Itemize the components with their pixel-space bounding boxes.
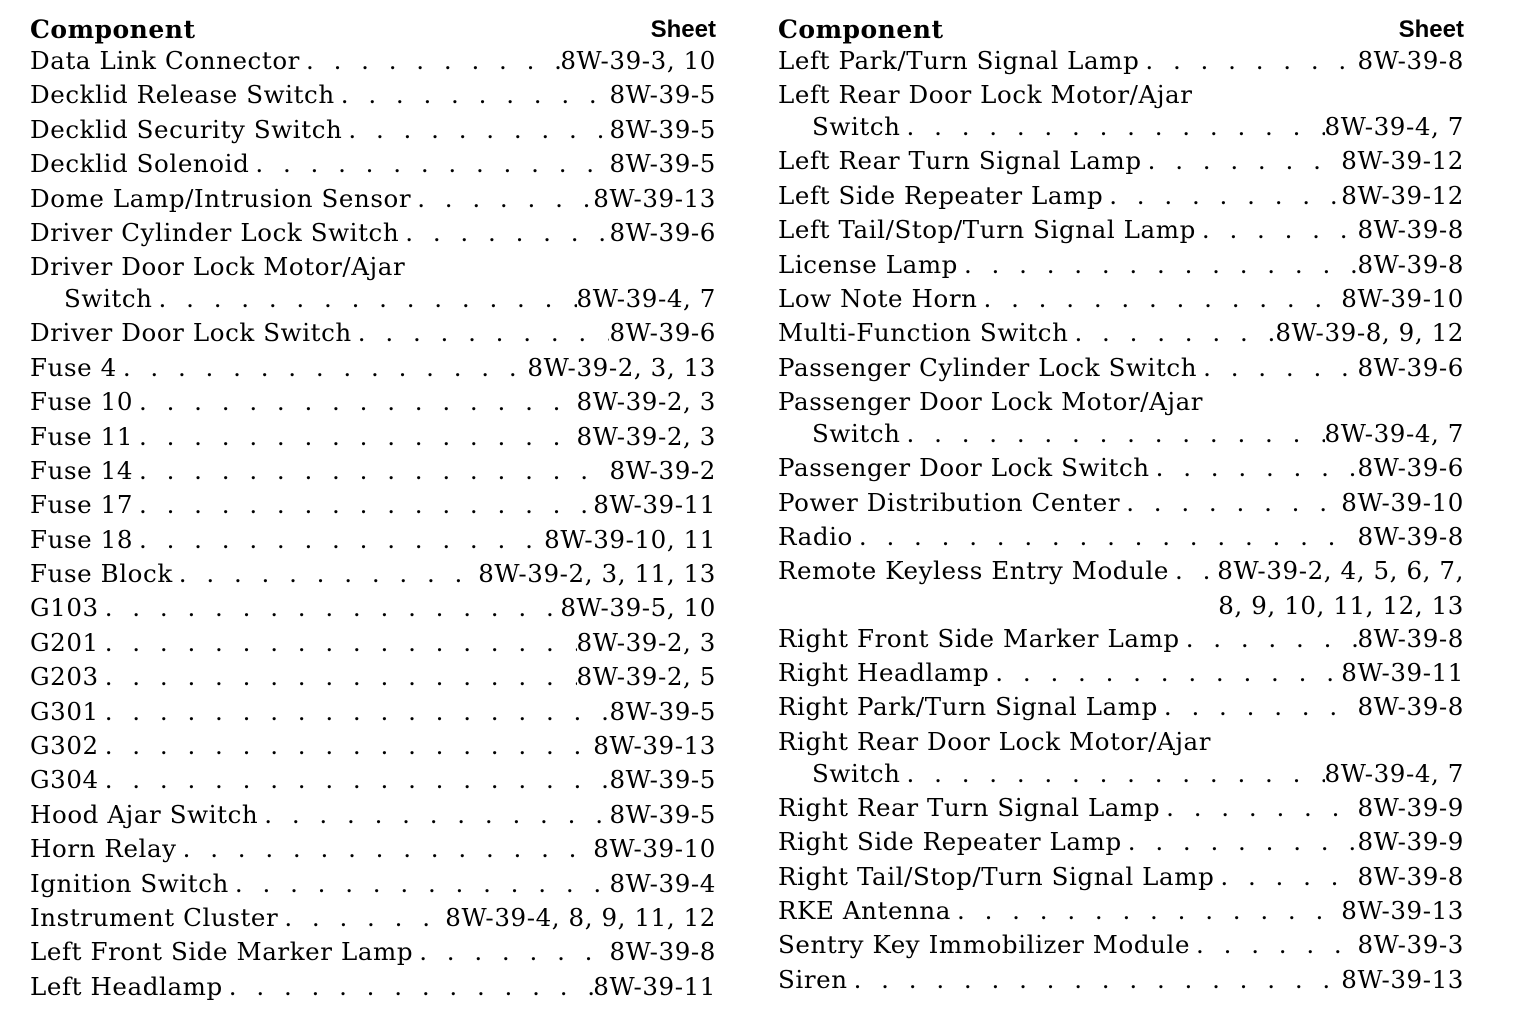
dot-leader [901,417,1325,451]
sheet-reference: 8W-39-2, 3, 13 [527,352,716,382]
component-name: License Lamp [778,249,958,279]
entry-line [778,179,1464,213]
dot-leader [411,182,593,216]
entry-line [30,626,716,660]
component-name: Right Rear Turn Signal Lamp [778,792,1161,822]
component-name: Radio [778,521,853,551]
index-entry [30,867,716,901]
entry-line [30,78,716,112]
index-entry [778,213,1464,247]
sheet-reference: 8W-39-4, 7 [576,284,716,314]
index-entry [778,860,1464,894]
index-entry [778,78,1464,144]
entry-line [778,520,1464,554]
sheet-reference: 8W-39-12 [1341,146,1464,176]
entry-line [778,351,1464,385]
entry-line [778,554,1464,588]
dot-leader [1180,622,1358,656]
index-entry [30,729,716,763]
component-name: Low Note Horn [778,283,978,313]
dot-leader [399,216,609,250]
entry-line [778,589,1464,622]
sheet-reference: 8W-39-8 [1357,249,1464,279]
component-name: G203 [30,662,99,692]
component-name: Left Side Repeater Lamp [778,180,1104,210]
dot-leader [413,935,609,969]
index-entry [778,179,1464,213]
sheet-reference: 8W-39-9 [1357,827,1464,857]
dot-leader [848,963,1342,997]
dot-leader [173,557,478,591]
component-name: Fuse 14 [30,455,134,485]
sheet-reference: 8W-39-2, 3 [576,421,716,451]
entry-line [30,250,716,282]
sheet-reference: 8W-39-13 [593,183,716,213]
component-name: Decklid Release Switch [30,80,335,110]
component-name: Driver Door Lock Switch [30,318,352,348]
entry-line [30,351,716,385]
sheet-reference: 8W-39-13 [1341,896,1464,926]
index-entry [778,44,1464,78]
entry-line [30,523,716,557]
sheet-reference: 8W-39-2, 5 [576,662,716,692]
index-entry [778,351,1464,385]
entry-line [30,454,716,488]
dot-leader [901,110,1325,144]
left-column-header [30,10,716,44]
entry-line [30,216,716,250]
dot-leader [1150,451,1358,485]
sheet-reference: 8W-39-5 [609,765,716,795]
index-entry [778,894,1464,928]
index-entry [30,695,716,729]
sheet-reference: 8W-39-2, 3 [576,627,716,657]
dot-leader [1190,928,1357,962]
component-name: Decklid Solenoid [30,149,250,179]
component-name: Left Rear Turn Signal Lamp [778,146,1142,176]
entry-line [30,557,716,591]
component-name: Passenger Cylinder Lock Switch [778,352,1198,382]
sheet-reference: 8W-39-2 [609,455,716,485]
entry-line [778,894,1464,928]
index-entry [30,591,716,625]
sheet-reference: 8W-39-6 [1357,352,1464,382]
entry-line [778,451,1464,485]
dot-leader [989,656,1341,690]
component-name: G103 [30,593,99,623]
component-name-continued: Switch [812,419,901,449]
sheet-reference: 8W-39-10 [593,834,716,864]
dot-leader [99,660,577,694]
entry-line [778,825,1464,859]
entry-line [778,963,1464,997]
component-name: Passenger Door Lock Motor/Ajar [778,387,1204,417]
left-column [30,10,716,1004]
dot-leader [1197,351,1357,385]
sheet-reference: 8W-39-5 [609,696,716,726]
entry-line [778,110,1464,144]
sheet-reference: 8W-39-6 [609,318,716,348]
right-entries [778,44,1464,997]
sheet-reference: 8W-39-11 [593,490,716,520]
sheet-reference: 8W-39-2, 3, 11, 13 [478,559,716,589]
sheet-reference: 8W-39-8 [1357,623,1464,653]
entry-line [778,791,1464,825]
dot-leader [133,488,593,522]
entry-line [778,656,1464,690]
index-entry [30,557,716,591]
sheet-reference: 8W-39-12 [1341,180,1464,210]
entry-line [30,182,716,216]
component-name: Right Side Repeater Lamp [778,827,1122,857]
sheet-reference: 8W-39-5 [609,114,716,144]
entry-line [30,282,716,316]
dot-leader [117,351,528,385]
component-name: Sentry Key Immobilizer Module [778,930,1191,960]
dot-leader [99,729,594,763]
sheet-reference: 8W-39-11 [1341,658,1464,688]
index-entry [778,725,1464,791]
entry-line [778,622,1464,656]
component-name: Decklid Security Switch [30,114,343,144]
dot-leader [951,894,1341,928]
entry-line [30,970,716,1004]
entry-line [30,44,716,78]
sheet-reference: 8W-39-5, 10 [560,593,716,623]
entry-line [778,486,1464,520]
sheet-reference: 8W-39-5 [609,149,716,179]
sheet-reference: 8W-39-4, 7 [1324,112,1464,142]
component-name: Right Headlamp [778,658,990,688]
dot-leader [1160,791,1357,825]
index-entry [778,144,1464,178]
index-entry [778,963,1464,997]
right-column [778,10,1464,997]
component-name: Right Rear Door Lock Motor/Ajar [778,726,1212,756]
entry-line [778,282,1464,316]
index-entry [30,523,716,557]
dot-leader [99,626,577,660]
index-entry [30,250,716,316]
sheet-reference: 8W-39-8 [1357,46,1464,75]
sheet-reference: 8W-39-6 [1357,453,1464,483]
component-name: Ignition Switch [30,868,229,898]
index-entry [778,282,1464,316]
component-name-continued: Switch [812,758,901,788]
entry-line [30,832,716,866]
component-name: Fuse 11 [30,421,134,451]
sheet-reference: 8W-39-8 [1357,692,1464,722]
component-name: G304 [30,765,99,795]
index-entry [30,316,716,350]
sheet-reference: 8W-39-8, 9, 12 [1275,318,1464,348]
dot-leader [229,867,610,901]
sheet-header: Sheet [650,16,716,43]
component-name: Left Headlamp [30,971,223,1001]
component-name: Right Front Side Marker Lamp [778,623,1180,653]
dot-leader [853,520,1358,554]
index-entry [778,791,1464,825]
dot-leader [133,420,577,454]
index-entry [30,351,716,385]
dot-leader [223,970,594,1004]
sheet-reference: 8W-39-8 [1357,521,1464,551]
index-entry [30,901,716,935]
entry-line [30,316,716,350]
entry-line [778,144,1464,178]
entry-line [778,316,1464,350]
index-entry [30,182,716,216]
component-header: Component [778,15,944,44]
entry-line [778,385,1464,417]
index-entry [30,420,716,454]
component-name: Horn Relay [30,834,177,864]
sheet-reference: 8W-39-2, 4, 5, 6, 7, [1217,556,1464,586]
sheet-reference: 8W-39-11 [593,971,716,1001]
dot-leader [300,44,560,78]
dot-leader [1196,213,1358,247]
dot-leader [1103,179,1341,213]
dot-leader [133,454,609,488]
sheet-reference: 8W-39-4, 8, 9, 11, 12 [445,902,716,932]
component-name: Fuse 10 [30,387,134,417]
dot-leader [901,757,1325,791]
entry-line [30,867,716,901]
entry-line [30,695,716,729]
sheet-reference: 8W-39-13 [1341,964,1464,994]
index-entry [30,832,716,866]
entry-line [30,591,716,625]
entry-line [778,860,1464,894]
index-entry [30,216,716,250]
entry-line [30,901,716,935]
sheet-reference: 8W-39-3, 10 [560,46,716,75]
component-name-continued: Switch [64,284,153,314]
component-name: Right Tail/Stop/Turn Signal Lamp [778,861,1215,891]
entry-line [778,690,1464,724]
entry-line [30,729,716,763]
entry-line [30,420,716,454]
dot-leader [1139,44,1357,78]
entry-line [30,488,716,522]
component-name: Right Park/Turn Signal Lamp [778,692,1158,722]
index-entry [778,928,1464,962]
index-entry [778,385,1464,451]
sheet-reference: 8W-39-5 [609,80,716,110]
component-name: Fuse Block [30,559,173,589]
entry-line [30,935,716,969]
left-entries [30,44,716,1004]
component-name: Dome Lamp/Intrusion Sensor [30,183,412,213]
dot-leader [177,832,594,866]
sheet-reference: 8W-39-4 [609,868,716,898]
sheet-reference: 8W-39-2, 3 [576,387,716,417]
sheet-reference: 8W-39-10 [1341,487,1464,517]
component-name-continued: Switch [812,112,901,142]
sheet-reference: 8W-39-3 [1357,930,1464,960]
component-name: Siren [778,964,848,994]
entry-line [778,213,1464,247]
dot-leader [99,763,610,797]
component-name: Left Rear Door Lock Motor/Ajar [778,80,1193,110]
component-name: Multi-Function Switch [778,318,1069,348]
component-name: Left Tail/Stop/Turn Signal Lamp [778,215,1196,245]
dot-leader [1142,144,1342,178]
entry-line [778,248,1464,282]
sheet-reference: 8W-39-8 [609,937,716,967]
dot-leader [352,316,610,350]
index-entry [778,316,1464,350]
entry-line [30,660,716,694]
entry-line [778,725,1464,757]
component-name: Driver Cylinder Lock Switch [30,217,400,247]
entry-line [30,763,716,797]
dot-leader [1158,690,1358,724]
entry-line [30,147,716,181]
index-entry [30,78,716,112]
component-name: RKE Antenna [778,896,952,926]
index-entry [30,970,716,1004]
component-name: Data Link Connector [30,46,300,75]
index-entry [778,622,1464,656]
dot-leader [258,798,609,832]
entry-line [778,928,1464,962]
sheet-reference: 8W-39-5 [609,799,716,829]
index-entry [778,656,1464,690]
index-entry [778,486,1464,520]
sheet-reference: 8W-39-10 [1341,283,1464,313]
index-entry [30,626,716,660]
component-name: Driver Door Lock Motor/Ajar [30,252,406,282]
index-entry [30,488,716,522]
component-name: Fuse 18 [30,524,134,554]
entry-line [778,44,1464,78]
dot-leader [1169,554,1217,588]
index-entry [30,147,716,181]
entry-line [778,757,1464,791]
component-name: G301 [30,696,99,726]
dot-leader [278,901,445,935]
dot-leader [1120,486,1341,520]
dot-leader [99,591,561,625]
sheet-reference: 8W-39-8 [1357,215,1464,245]
component-name: Passenger Door Lock Switch [778,453,1150,483]
component-name: Instrument Cluster [30,902,279,932]
component-name: G201 [30,627,99,657]
entry-line [778,78,1464,110]
index-entry [30,44,716,78]
index-entry [778,690,1464,724]
dot-leader [153,282,577,316]
right-column-header [778,10,1464,44]
sheet-reference: 8W-39-10, 11 [544,524,716,554]
dot-leader [133,385,577,419]
index-entry [778,451,1464,485]
index-entry [30,763,716,797]
component-name: Hood Ajar Switch [30,799,259,829]
sheet-reference: 8W-39-13 [593,731,716,761]
index-entry [30,454,716,488]
dot-leader [342,113,609,147]
index-entry [30,660,716,694]
index-entry [30,385,716,419]
sheet-reference: 8W-39-4, 7 [1324,419,1464,449]
sheet-reference: 8W-39-6 [609,217,716,247]
sheet-reference-continued: 8, 9, 10, 11, 12, 13 [1218,590,1464,620]
component-name: Left Front Side Marker Lamp [30,937,414,967]
component-name: Left Park/Turn Signal Lamp [778,46,1140,75]
index-entry [778,825,1464,859]
entry-line [30,798,716,832]
component-name: G302 [30,731,99,761]
index-entry [778,554,1464,621]
dot-leader [1214,860,1357,894]
dot-leader [978,282,1342,316]
component-name: Fuse 4 [30,352,117,382]
entry-line [30,385,716,419]
component-name: Fuse 17 [30,490,134,520]
component-name: Power Distribution Center [778,487,1121,517]
sheet-reference: 8W-39-4, 7 [1324,758,1464,788]
dot-leader [1122,825,1358,859]
index-entry [30,935,716,969]
dot-leader [133,523,544,557]
sheet-header: Sheet [1398,16,1464,43]
component-header: Component [30,15,196,44]
entry-line [30,113,716,147]
dot-leader [1068,316,1275,350]
sheet-reference: 8W-39-8 [1357,861,1464,891]
component-name: Remote Keyless Entry Module [778,556,1169,586]
dot-leader [99,695,610,729]
index-entry [778,520,1464,554]
dot-leader [335,78,610,112]
sheet-reference: 8W-39-9 [1357,792,1464,822]
dot-leader [249,147,609,181]
index-entry [30,113,716,147]
index-entry [30,798,716,832]
entry-line [778,417,1464,451]
dot-leader [958,248,1358,282]
index-entry [778,248,1464,282]
